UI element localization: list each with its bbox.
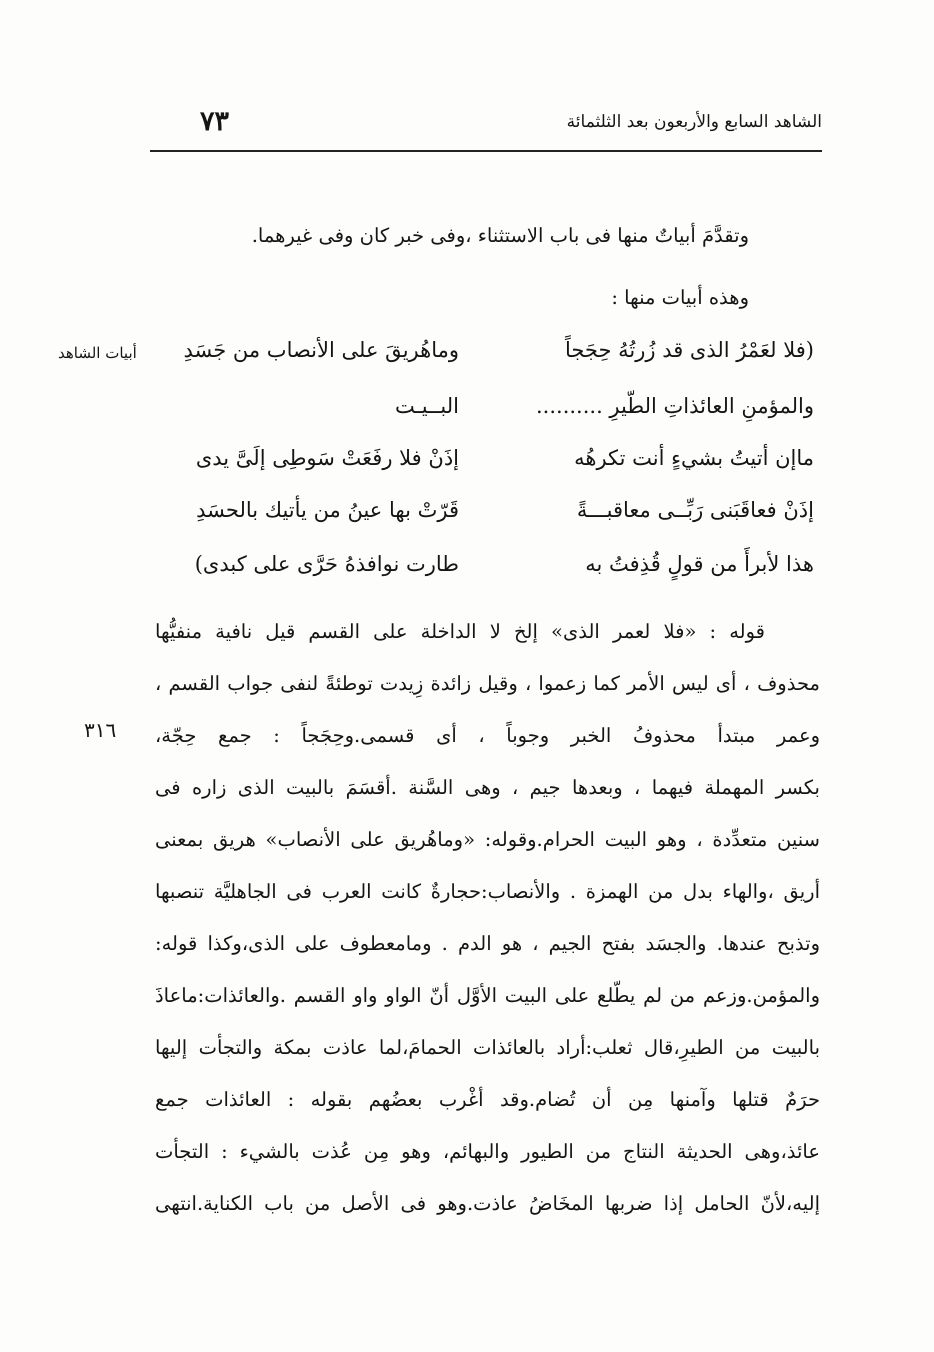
commentary-line: سنين متعدِّدة ، وهو البيت الحرام.وقوله: «وماهُريق على الأنصاب» هريق بمعنى	[155, 828, 820, 851]
verse-4-second-hemistich: قَرّتْ بها عينُ من يأتيك بالحسَدِ	[196, 498, 459, 522]
verse-1-second-hemistich: وماهُريقَ على الأنصاب من جَسَدِ	[183, 338, 459, 362]
verse-1-first-hemistich: (فلا لعَمْرُ الذى قد زُرتُهُ حِجَجاً	[564, 338, 814, 362]
verse-2-second-hemistich: البــيـت	[395, 394, 459, 418]
margin-entry-number: ٣١٦	[84, 718, 117, 742]
intro-line-1: وتقدَّمَ أبياتٌ منها فى باب الاستثناء ،وفى خبر كان وفى غيرهما.	[251, 224, 749, 247]
commentary-line: بالبيت من الطيرِ،قال ثعلب:أراد بالعائذات الحمامَ،لما عاذت بمكة والتجأت إليها	[155, 1036, 820, 1059]
margin-note: أبيات الشاهد	[58, 344, 137, 362]
commentary-line: وتذبح عندها. والجسَد بفتح الجيم ، هو الدم . ومامعطوف على الذى،وكذا قوله:	[155, 932, 820, 955]
verse-5-second-hemistich: طارت نوافذهُ حَرَّى على كبدى)	[194, 552, 459, 576]
verse-5-first-hemistich: هذا لأبرأَ من قولٍ قُذِفتُ به	[585, 552, 814, 576]
verse-4-first-hemistich: إذَنْ فعاقَبَنى رَبِّــى معاقبـــةً	[576, 498, 814, 522]
commentary-line: محذوف ، أى ليس الأمر كما زعموا ، وقيل زائدة زِيدت توطئةً لنفى جواب القسم ،	[155, 672, 820, 695]
commentary-line: أريق ،والهاء بدل من الهمزة . والأنصاب:حجارةٌ كانت العرب فى الجاهليَّة تنصبها	[155, 880, 820, 903]
commentary-line: والمؤمن.وزعم من لم يطّلع على البيت الأوَّل أنّ الواو واو القسم .والعائذات:ماعاذَ	[155, 984, 820, 1007]
verse-3-second-hemistich: إذَنْ فلا رفَعَتْ سَوطِى إلَىَّ يدى	[195, 446, 459, 470]
commentary-line: إليه،لأنّ الحامل إذا ضربها المخَاضُ عاذت.وهو فى الأصل من باب الكناية.انتهى	[155, 1192, 820, 1215]
commentary-line: قوله : «فلا لعمر الذى» إلخ لا الداخلة على القسم قيل نافية منفيُّها	[155, 620, 765, 643]
commentary-line: وعمر مبتدأ محذوفُ الخبر وجوباً ، أى قسمى.وحِجَجاً : جمع حِجّة،	[155, 724, 820, 747]
page-number: ٧٣	[200, 106, 230, 137]
commentary-block	[155, 610, 820, 1234]
intro-line-2: وهذه أبيات منها :	[611, 286, 749, 309]
header-rule	[150, 150, 822, 152]
running-title: الشاهد السابع والأربعون بعد الثلثمائة	[566, 112, 822, 132]
verse-2-first-hemistich: والمؤمنِ العائذاتِ الطّيرِ ..........	[536, 394, 814, 418]
commentary-line: حرَمٌ قتلها وآمنها مِن أن تُضام.وقد أغْرب بعضُهم بقوله : العائذات جمع	[155, 1088, 820, 1111]
page-header	[150, 106, 822, 146]
verse-3-first-hemistich: ماإن أتيتُ بشيءٍ أنت تكرهُه	[574, 446, 814, 470]
commentary-line: بكسر المهملة فيهما ، وبعدها جيم ، وهى السَّنة .أقسَمَ بالبيت الذى زاره فى	[155, 776, 820, 799]
commentary-line: عائذ،وهى الحديثة النتاج من الطيور والبهائم، وهو مِن عُذت بالشيء : التجأت	[155, 1140, 820, 1163]
